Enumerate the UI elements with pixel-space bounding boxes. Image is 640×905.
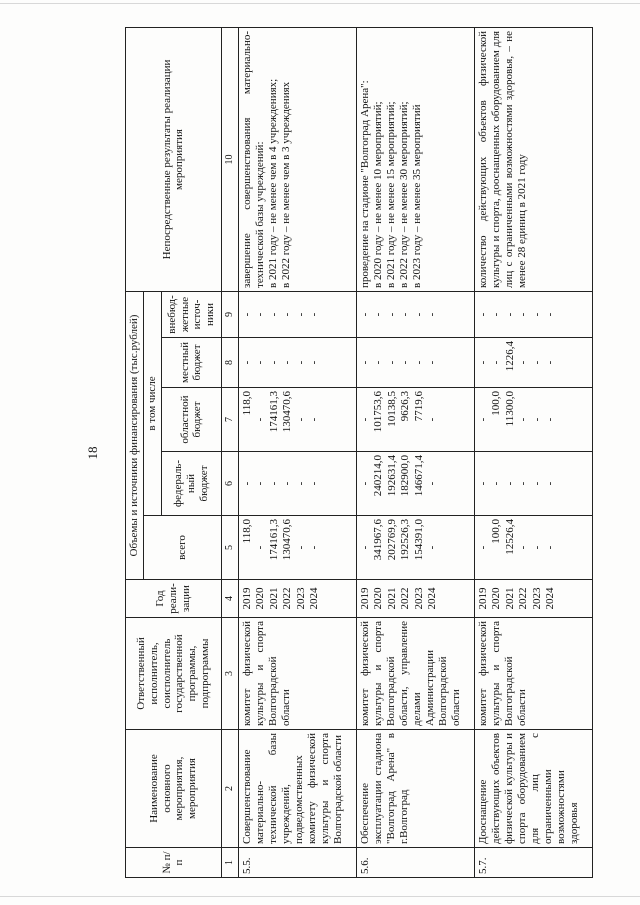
extrabudget-cell-value: -	[358, 312, 371, 317]
regional-cell-value: 174161,3	[267, 391, 280, 433]
year-cell-value: 2024	[308, 587, 321, 610]
year-cell-value: 2020	[490, 587, 503, 610]
year-cell-value: 2021	[385, 587, 398, 610]
total-cell-value: 174161,3	[267, 519, 280, 561]
header-extrabudget: внебюд-жетные источ-ники	[161, 291, 221, 337]
header-name: Наименование основного мероприятия, мероприятия	[126, 730, 222, 848]
regional-cell-value: 130470,6	[281, 391, 294, 433]
local-cell-value: -	[530, 360, 543, 365]
regional-cell-value: 11300,0	[503, 391, 516, 427]
total-cell-value: -	[426, 545, 439, 550]
regional-cell-value: -	[530, 417, 543, 422]
col-number-6: 6	[221, 452, 238, 516]
local-cell	[356, 338, 474, 388]
header-number: № п/п	[126, 848, 222, 878]
local-cell-value: -	[281, 360, 294, 365]
total-cell-value: -	[530, 545, 543, 550]
total-cell-value: -	[517, 545, 530, 550]
year-cell-value: 2021	[267, 587, 280, 610]
total-cell-value: -	[476, 545, 489, 550]
total-cell-value: 130470,6	[281, 519, 294, 561]
federal-cell-value: -	[490, 481, 503, 486]
total-cell-value: -	[308, 545, 321, 550]
result-line: проведение на стадионе "Волгоград Арена":	[358, 80, 371, 288]
local-cell-value: -	[254, 360, 267, 365]
regional-cell-value: 100,0	[490, 391, 503, 416]
col-number-4: 4	[221, 580, 238, 618]
result-line: в 2023 году – не менее 35 мероприятий	[410, 104, 423, 288]
federal-cell-value: -	[294, 481, 307, 486]
event-name: Обеспечение эксплуатации стадиона "Волгоград Арена" в г.Волгоград	[356, 730, 474, 848]
result-line: количество действующих объектов физической культуры и спорта, дооснащенных оборудованием для лиц с ограниченными возможностями здоровья, – не менее 28 единиц в 2021 году	[476, 30, 528, 288]
col-number-8: 8	[221, 338, 238, 388]
regional-cell	[474, 388, 592, 452]
header-total: всего	[144, 516, 222, 580]
year-cell-value: 2019	[358, 587, 371, 610]
regional-cell-value: 101753,6	[372, 391, 385, 433]
event-name: Дооснащение действующих объектов физической культуры и спорта оборудованием для лиц с ограниченными возможностями здоровья	[474, 730, 592, 848]
year-cell-value: 2024	[544, 587, 557, 610]
row-number: 5.7.	[474, 848, 592, 878]
regional-cell-value: -	[517, 417, 530, 422]
year-cell-value: 2023	[412, 587, 425, 610]
year-cell-value: 2019	[240, 587, 253, 610]
total-cell-value: 192526,3	[399, 519, 412, 561]
col-number-10: 10	[221, 27, 238, 291]
total-cell-value: 12526,4	[503, 519, 516, 555]
table-row	[474, 27, 592, 877]
federal-cell-value: -	[426, 481, 439, 486]
header-year: Год реали-зации	[126, 580, 222, 618]
year-cell-value: 2022	[281, 587, 294, 610]
year-cell-value: 2021	[503, 587, 516, 610]
local-cell	[474, 338, 592, 388]
year-cell-value: 2022	[517, 587, 530, 610]
header-federal: федераль-ный бюджет	[161, 452, 221, 516]
federal-cell-value: -	[476, 481, 489, 486]
federal-cell-value: 240214,0	[372, 455, 385, 497]
year-cell-value: 2019	[476, 587, 489, 610]
regional-cell-value: -	[476, 417, 489, 422]
extrabudget-cell-value: -	[544, 312, 557, 317]
regional-cell	[238, 388, 356, 452]
federal-cell-value: -	[308, 481, 321, 486]
regional-cell-value: 10138,5	[385, 391, 398, 427]
extrabudget-cell	[474, 291, 592, 337]
event-name: Совершенствование материально-технической базы учреждений, подведомственных комитету физической культуры и спорта Волгоградской области	[238, 730, 356, 848]
total-cell	[238, 516, 356, 580]
federal-cell-value: -	[254, 481, 267, 486]
extrabudget-cell-value: -	[281, 312, 294, 317]
extrabudget-cell-value: -	[267, 312, 280, 317]
total-cell-value: 118,0	[240, 519, 253, 544]
local-cell-value: -	[240, 360, 253, 365]
local-cell	[238, 338, 356, 388]
extrabudget-cell-value: -	[308, 312, 321, 317]
financing-table	[125, 27, 593, 878]
regional-cell-value: -	[308, 417, 321, 422]
federal-cell-value: -	[503, 481, 516, 486]
page-number: 18	[85, 446, 100, 460]
extrabudget-cell-value: -	[385, 312, 398, 317]
regional-cell-value: 118,0	[240, 391, 253, 416]
extrabudget-cell-value: -	[503, 312, 516, 317]
year-cell-value: 2023	[530, 587, 543, 610]
rotated-document-page	[85, 28, 580, 878]
regional-cell-value: -	[294, 417, 307, 422]
result-line: в 2021 году – не менее 15 мероприятий;	[384, 101, 397, 288]
federal-cell-value: -	[240, 481, 253, 486]
total-cell-value: 154391,0	[412, 519, 425, 561]
local-cell-value: -	[544, 360, 557, 365]
federal-cell-value: -	[281, 481, 294, 486]
local-cell-value: -	[517, 360, 530, 365]
federal-cell-value: -	[544, 481, 557, 486]
total-cell-value: -	[254, 545, 267, 550]
total-cell-value: 100,0	[490, 519, 503, 544]
total-cell-value: -	[294, 545, 307, 550]
year-cell	[238, 580, 356, 618]
extrabudget-cell-value: -	[294, 312, 307, 317]
result-line: в 2021 году – не менее чем в 4 учреждениях;	[266, 78, 279, 288]
result-line: в 2022 году – не менее 30 мероприятий;	[397, 101, 410, 288]
header-regional: областной бюджет	[161, 388, 221, 452]
total-cell	[474, 516, 592, 580]
regional-cell-value: -	[544, 417, 557, 422]
extrabudget-cell-value: -	[412, 312, 425, 317]
result-cell	[474, 27, 592, 291]
table-row	[356, 27, 474, 877]
col-number-7: 7	[221, 388, 238, 452]
local-cell-value: -	[267, 360, 280, 365]
regional-cell-value: -	[426, 417, 439, 422]
total-cell	[356, 516, 474, 580]
federal-cell-value: -	[530, 481, 543, 486]
regional-cell-value: 7719,6	[412, 391, 425, 422]
total-cell-value: 341967,6	[372, 519, 385, 561]
col-number-9: 9	[221, 291, 238, 337]
header-funding-group: Объемы и источники финансирования (тыс.рублей)	[126, 291, 144, 579]
extrabudget-cell-value: -	[426, 312, 439, 317]
local-cell-value: -	[385, 360, 398, 365]
local-cell-value: -	[372, 360, 385, 365]
regional-cell-value: -	[254, 417, 267, 422]
row-number: 5.5.	[238, 848, 356, 878]
table-row	[238, 27, 356, 877]
result-cell	[238, 27, 356, 291]
row-number: 5.6.	[356, 848, 474, 878]
federal-cell-value: 192631,4	[385, 455, 398, 497]
responsible-executor: комитет физической культуры и спорта Волгоградской области	[238, 618, 356, 730]
result-line: завершение совершенствования материально-технической базы учреждений:	[240, 30, 266, 288]
year-cell	[356, 580, 474, 618]
responsible-executor: комитет физической культуры и спорта Волгоградской области	[474, 618, 592, 730]
extrabudget-cell-value: -	[240, 312, 253, 317]
local-cell-value: 1226,4	[503, 341, 516, 372]
total-cell-value: -	[544, 545, 557, 550]
result-line: в 2020 году – не менее 10 мероприятий;	[371, 101, 384, 288]
extrabudget-cell-value: -	[372, 312, 385, 317]
federal-cell	[238, 452, 356, 516]
table-body	[238, 27, 592, 877]
col-number-2: 2	[221, 730, 238, 848]
federal-cell	[356, 452, 474, 516]
regional-cell-value: -	[358, 417, 371, 422]
col-number-3: 3	[221, 618, 238, 730]
local-cell-value: -	[399, 360, 412, 365]
local-cell-value: -	[426, 360, 439, 365]
header-result: Непосредственные результаты реализации мероприятия	[126, 27, 222, 291]
result-cell	[356, 27, 474, 291]
regional-cell-value: 9626,3	[399, 391, 412, 422]
total-cell-value: -	[358, 545, 371, 550]
federal-cell-value: 182900,0	[399, 455, 412, 497]
year-cell-value: 2024	[426, 587, 439, 610]
year-cell	[474, 580, 592, 618]
year-cell-value: 2020	[254, 587, 267, 610]
extrabudget-cell-value: -	[254, 312, 267, 317]
regional-cell	[356, 388, 474, 452]
result-line: в 2022 году – не менее чем в 3 учреждениях	[279, 81, 292, 288]
extrabudget-cell-value: -	[476, 312, 489, 317]
year-cell-value: 2022	[399, 587, 412, 610]
local-cell-value: -	[476, 360, 489, 365]
header-local: местный бюджет	[161, 338, 221, 388]
extrabudget-cell-value: -	[490, 312, 503, 317]
federal-cell	[474, 452, 592, 516]
total-cell-value: 202769,9	[385, 519, 398, 561]
year-cell-value: 2020	[372, 587, 385, 610]
year-cell-value: 2023	[294, 587, 307, 610]
col-number-5: 5	[221, 516, 238, 580]
extrabudget-cell	[356, 291, 474, 337]
local-cell-value: -	[294, 360, 307, 365]
local-cell-value: -	[358, 360, 371, 365]
federal-cell-value: -	[517, 481, 530, 486]
federal-cell-value: -	[267, 481, 280, 486]
responsible-executor: комитет физической культуры и спорта Волгоградской области, управление делами Администрации Волгоградской области	[356, 618, 474, 730]
local-cell-value: -	[308, 360, 321, 365]
header-executor: Ответственный исполнитель, соисполнитель государственной программы, подпрограммы	[126, 618, 222, 730]
federal-cell-value: 146671,4	[412, 455, 425, 497]
extrabudget-cell-value: -	[530, 312, 543, 317]
extrabudget-cell-value: -	[399, 312, 412, 317]
local-cell-value: -	[412, 360, 425, 365]
federal-cell-value: -	[358, 481, 371, 486]
extrabudget-cell	[238, 291, 356, 337]
col-number-1: 1	[221, 848, 238, 878]
header-including: в том числе	[144, 291, 162, 515]
extrabudget-cell-value: -	[517, 312, 530, 317]
local-cell-value: -	[490, 360, 503, 365]
